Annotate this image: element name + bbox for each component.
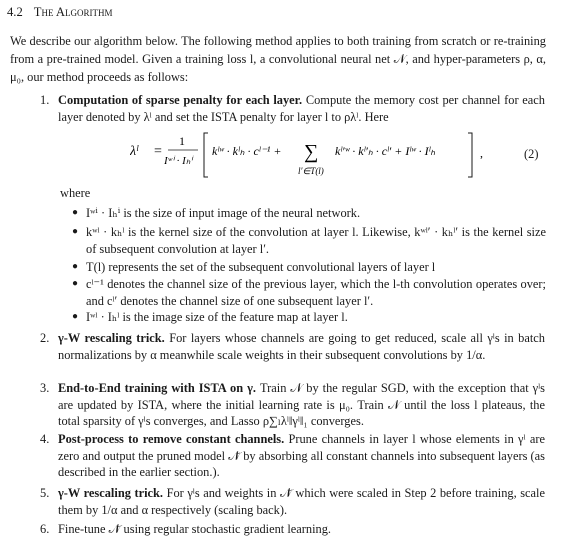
step-5 xyxy=(40,485,545,518)
step-2 xyxy=(40,330,545,363)
step-title: γ-W rescaling trick. xyxy=(58,331,165,345)
step-number: 6. xyxy=(40,522,50,536)
bullet-icon: ● xyxy=(72,226,79,237)
bullet-icon: ● xyxy=(72,278,79,289)
section-title: The Algorithm xyxy=(33,5,113,19)
eq-sum: ∑ xyxy=(304,141,319,163)
bullet-icon: ● xyxy=(72,207,79,218)
equation-number: (2) xyxy=(524,147,539,161)
step-title: Computation of sparse penalty for each layer. xyxy=(58,93,303,107)
svg-text:kˡ′ʷ · kˡ′ₕ · cˡ′ + Iˡʷ · Iˡₕ: kˡ′ʷ · kˡ′ₕ · cˡ′ + Iˡʷ · Iˡₕ xyxy=(335,144,436,158)
step-4 xyxy=(40,431,545,481)
step-number: 1. xyxy=(40,93,50,107)
step-number: 3. xyxy=(40,381,50,395)
step-text: For γˡs and weights in 𝒩̃ which were scaled in Step 2 before training, scale them by 1/α and α respectively (scaling back). xyxy=(58,486,545,517)
step-title: γ-W rescaling trick. xyxy=(58,486,164,500)
bullet-item: ● cˡ⁻¹ denotes the channel size of the previous layer, which the l-th convolution operates over; and cˡ′ denotes the channel size of one subsequent layer l′. xyxy=(72,277,546,308)
eq-frac-den: Iʷⁱ · Iₕⁱ xyxy=(164,155,193,167)
step-3 xyxy=(40,380,545,430)
bullet-item: ● kʷˡ · kₕˡ is the kernel size of the convolution at layer l. Likewise, kʷˡ′ · kₕˡ′ is the kernel size of subsequent convolution at layer l′. xyxy=(72,225,546,256)
bullet-icon: ● xyxy=(72,311,79,322)
step-1 xyxy=(40,92,545,125)
step-text: Prune channels in layer l whose elements in γˡ are zero and output the pruned model 𝒩̃ by absorbing all constant channels into subsequent layers (as described in the earlier section.). xyxy=(58,432,545,479)
eq-left-bracket xyxy=(204,133,208,177)
svg-text:kˡʷ · kˡₕ · cˡ⁻¹ +: kˡʷ · kˡₕ · cˡ⁻¹ + xyxy=(212,144,282,158)
bullet-item: ● T(l) represents the set of the subsequent convolutional layers of layer l xyxy=(72,260,436,274)
svg-text:,: , xyxy=(480,146,483,160)
bullet-icon: ● xyxy=(72,261,79,272)
step-text: Train 𝒩 by the regular SGD, with the exception that γˡs are updated by ISTA, where the initial learning rate is μ₀. Train 𝒩 until the loss l plateaus, the total sparsity of γˡs converges, and Lasso ρ∑ₗλˡ‖γˡ‖₁ converges. xyxy=(58,381,545,428)
step-text: Fine-tune 𝒩̃ using regular stochastic gradient learning. xyxy=(58,522,332,536)
step-6 xyxy=(40,521,545,538)
step-number: 4. xyxy=(40,432,50,446)
step-number: 5. xyxy=(40,486,50,500)
eq-sum-under: l′∈T(l) xyxy=(298,166,324,176)
section-heading xyxy=(7,5,112,20)
bullet-item: ● Iʷⁱ · Iₕⁱ is the size of input image of the neural network. xyxy=(72,206,361,220)
section-number: 4.2 xyxy=(7,5,23,19)
step-text: For layers whose channels are going to get reduced, scale all γˡs in batch normalizations by α meanwhile scale weights in their subsequent convolutions by 1/α. xyxy=(58,331,545,362)
step-text: Compute the memory cost per channel for each layer denoted by λˡ and set the ISTA penalty for layer l to ρλˡ. Here xyxy=(58,93,546,124)
bullet-item: ● Iʷˡ · Iₕˡ is the image size of the feature map at layer l. xyxy=(72,310,348,324)
svg-text:=: = xyxy=(154,144,162,159)
step-title: Post-process to remove constant channels. xyxy=(58,432,285,446)
step-title: End-to-End training with ISTA on γ. xyxy=(58,381,257,395)
equation-2 xyxy=(130,131,550,181)
eq-lhs: λˡ xyxy=(130,144,138,159)
step-number: 2. xyxy=(40,331,50,345)
where-label: where xyxy=(60,186,91,200)
eq-frac-num: 1 xyxy=(179,134,185,148)
eq-right-bracket xyxy=(468,133,472,177)
intro-paragraph: We describe our algorithm below. The following method applies to both training from scratch or re-training from a pre-trained model. Given a training loss l, a convolutional neural net 𝒩, and hyper-parameters ρ, α, μ₀, our method proceeds as follows: xyxy=(10,34,546,84)
